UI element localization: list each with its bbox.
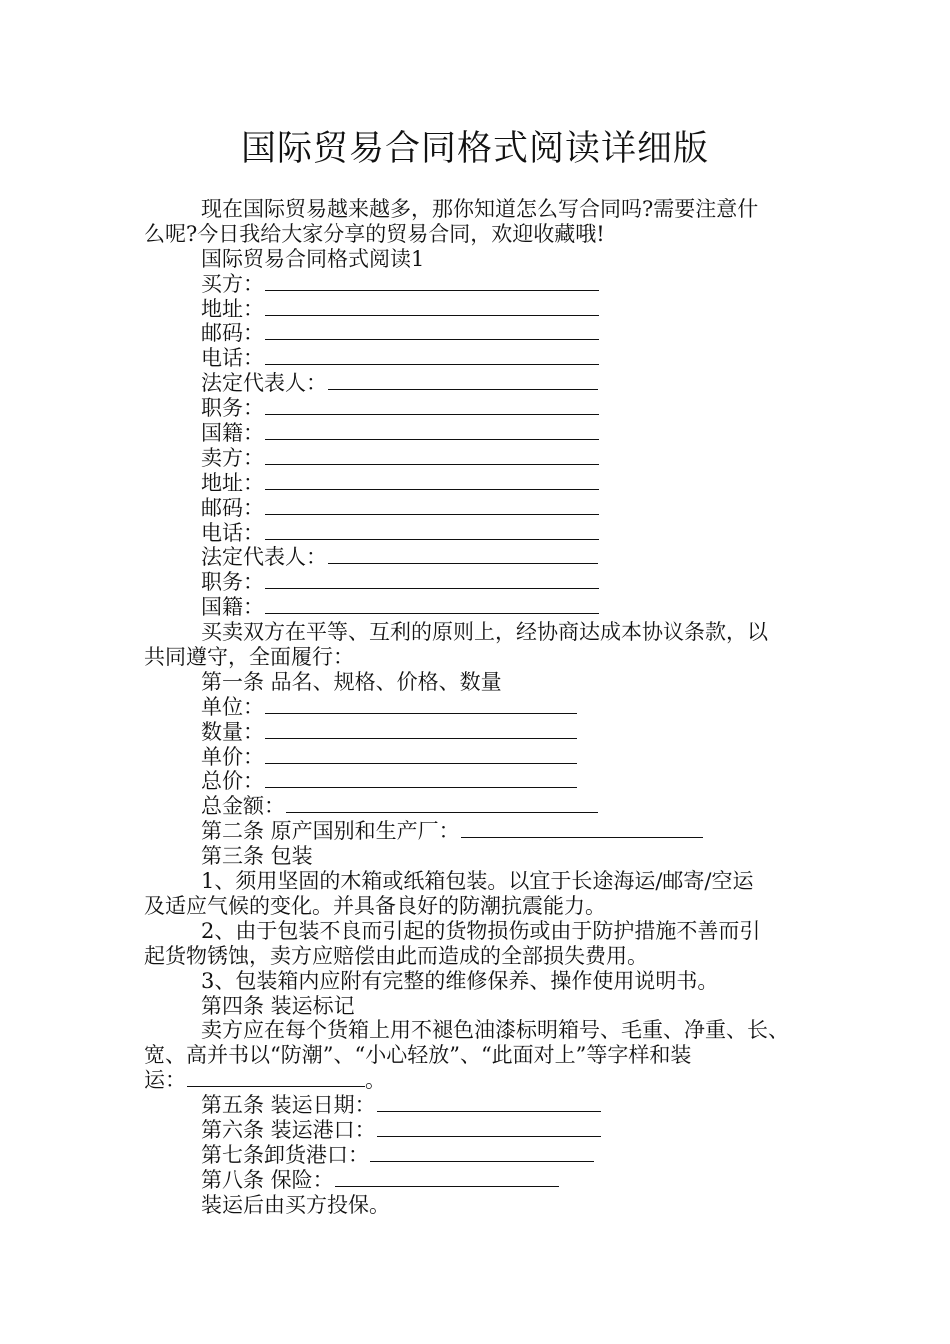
intro-line-1: 现在国际贸易越来越多，那你知道怎么写合同吗?需要注意什 (201, 197, 759, 221)
fill-blank (187, 1071, 365, 1087)
field-label: 地址： (201, 296, 264, 321)
seller-field (144, 595, 824, 620)
fill-blank (335, 1171, 559, 1187)
article-3-item-3: 3、包装箱内应附有完整的维修保养、操作使用说明书。 (201, 968, 719, 993)
article-2 (144, 819, 824, 844)
field-label: 电话： (201, 520, 264, 545)
fill-blank (265, 300, 599, 316)
fill-blank (265, 598, 599, 614)
fill-blank (265, 698, 577, 714)
fill-blank (265, 324, 599, 340)
fill-blank (265, 573, 599, 589)
fill-blank (377, 1096, 601, 1112)
article-3-item-1-line-1: 1、须用坚固的木箱或纸箱包装。以宜于长途海运/邮寄/空运 (201, 869, 754, 894)
fill-blank (377, 1121, 601, 1137)
article-1-heading: 第一条 品名、规格、价格、数量 (201, 669, 502, 694)
field-label: 职务： (201, 570, 264, 595)
field-label: 邮码： (201, 495, 264, 520)
agreement-line-2: 共同遵守，全面履行： (144, 645, 354, 670)
article-8-label: 第八条 保险： (201, 1167, 334, 1192)
article-6 (144, 1118, 824, 1143)
fill-blank (265, 772, 577, 788)
buyer-field (144, 321, 824, 346)
seller-field (144, 471, 824, 496)
fill-blank (286, 797, 598, 813)
article-6-label: 第六条 装运港口： (201, 1117, 376, 1142)
article-4-line-1: 卖方应在每个货箱上用不褪色油漆标明箱号、毛重、净重、长、 (201, 1018, 789, 1043)
section-heading: 国际贸易合同格式阅读1 (201, 246, 425, 271)
field-label: 总金额： (201, 794, 285, 819)
article-1-field (144, 769, 824, 794)
fill-blank (265, 399, 599, 415)
fill-blank (265, 474, 599, 490)
seller-field (144, 496, 824, 521)
seller-field (144, 570, 824, 595)
article-1-field (144, 695, 824, 720)
field-label: 数量： (201, 719, 264, 744)
intro-line-2: 么呢?今日我给大家分享的贸易合同，欢迎收藏哦! (144, 221, 605, 246)
article-8 (144, 1168, 824, 1193)
article-2-label: 第二条 原产国别和生产厂： (201, 819, 460, 844)
seller-field (144, 446, 824, 471)
field-label: 买方： (201, 271, 264, 296)
field-label: 单位： (201, 694, 264, 719)
buyer-field (144, 396, 824, 421)
article-1-field (144, 720, 824, 745)
fill-blank (328, 374, 598, 390)
document-title: 国际贸易合同格式阅读详细版 (240, 129, 709, 169)
field-label: 法定代表人： (201, 371, 327, 396)
article-1-field (144, 745, 824, 770)
article-3-item-2-line-2: 起货物锈蚀，卖方应赔偿由此而造成的全部损失费用。 (144, 943, 648, 968)
document-body (144, 197, 824, 1218)
article-4-heading: 第四条 装运标记 (201, 993, 355, 1018)
fill-blank (328, 548, 598, 564)
article-4-suffix: 。 (365, 1068, 386, 1093)
fill-blank (265, 275, 599, 291)
article-4-line-3 (144, 1068, 824, 1093)
fill-blank (370, 1146, 594, 1162)
article-5 (144, 1093, 824, 1118)
article-3-heading: 第三条 包装 (201, 844, 313, 869)
article-7 (144, 1143, 824, 1168)
fill-blank (265, 349, 599, 365)
field-label: 国籍： (201, 595, 264, 620)
article-4-line-2: 宽、高并书以“防潮”、“小心轻放”、“此面对上”等字样和装 (144, 1043, 692, 1068)
field-label: 卖方： (201, 445, 264, 470)
fill-blank (265, 449, 599, 465)
field-label: 法定代表人： (201, 545, 327, 570)
buyer-field (144, 272, 824, 297)
article-1-field (144, 794, 824, 819)
seller-field (144, 545, 824, 570)
fill-blank (265, 723, 577, 739)
agreement-line-1: 买卖双方在平等、互利的原则上，经协商达成本协议条款，以 (201, 620, 768, 645)
article-3-item-1-line-2: 及适应气候的变化。并具备良好的防潮抗震能力。 (144, 893, 606, 918)
article-7-label: 第七条卸货港口： (201, 1142, 369, 1167)
buyer-field (144, 421, 824, 446)
field-label: 单价： (201, 744, 264, 769)
field-label: 邮码： (201, 321, 264, 346)
fill-blank (265, 424, 599, 440)
article-3-item-2-line-1: 2、由于包装不良而引起的货物损伤或由于防护措施不善而引 (201, 918, 761, 943)
field-label: 国籍： (201, 421, 264, 446)
fill-blank (265, 524, 599, 540)
fill-blank (265, 748, 577, 764)
article-5-label: 第五条 装运日期： (201, 1093, 376, 1118)
article-4-prefix: 运： (144, 1068, 186, 1093)
buyer-field (144, 371, 824, 396)
buyer-field (144, 346, 824, 371)
insurance-note: 装运后由买方投保。 (201, 1192, 390, 1217)
field-label: 电话： (201, 346, 264, 371)
fill-blank (461, 822, 703, 838)
buyer-field (144, 297, 824, 322)
seller-field (144, 521, 824, 546)
field-label: 总价： (201, 769, 264, 794)
fill-blank (265, 499, 599, 515)
field-label: 职务： (201, 396, 264, 421)
field-label: 地址： (201, 470, 264, 495)
